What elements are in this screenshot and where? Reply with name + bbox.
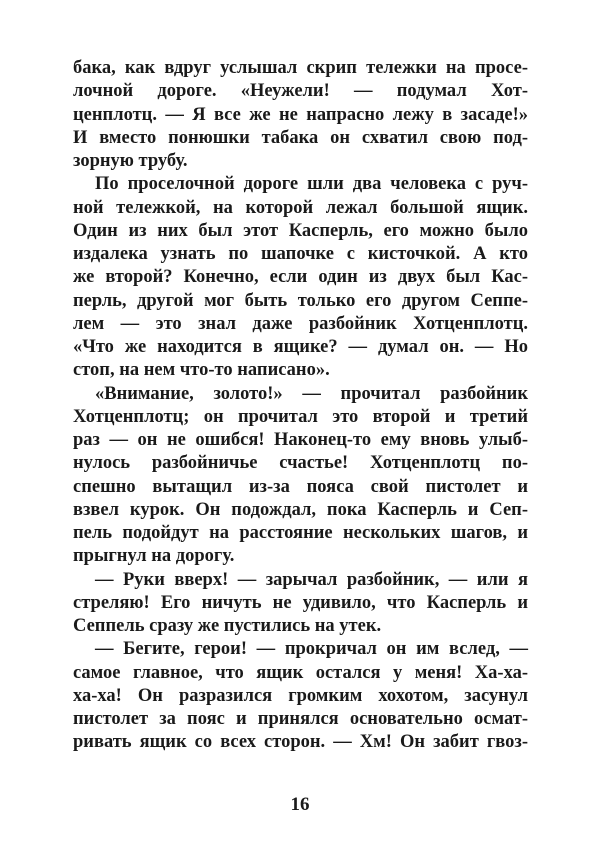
text-line: пель подойдут на расстояние нескольких шагов, и xyxy=(73,523,528,543)
text-line: ной тележкой, на которой лежал большой ящик. xyxy=(73,197,528,218)
text-line: бака, как вдруг услышал скрип тележки на просе- xyxy=(73,58,528,78)
text-line: «Внимание, золото!» — прочитал разбойник xyxy=(95,383,528,404)
text-line: ха-ха! Он разразился громким хохотом, засунул xyxy=(73,685,528,706)
text-line: стоп, на нем что-то написано». xyxy=(73,360,330,381)
text-line: Один из них был этот Касперль, его можно было xyxy=(73,220,528,241)
text-line: прыгнул на дорогу. xyxy=(73,546,235,567)
page-number: 16 xyxy=(290,794,310,815)
text-line: пистолет за пояс и принялся основательно осмат- xyxy=(73,709,528,729)
text-line: — Бегите, герои! — прокричал он им вслед, — xyxy=(95,639,528,660)
text-line: нулось разбойничье счастье! Хотценплотц по- xyxy=(73,453,528,474)
text-line: самое главное, что ящик остался у меня! Ха-ха- xyxy=(73,662,528,683)
text-line: раз — он не ошибся! Наконец-то ему вновь улыб- xyxy=(73,430,528,450)
text-line: зорную трубу. xyxy=(73,151,188,171)
text-line: «Что же находится в ящике? — думал он. — Но xyxy=(73,337,528,357)
text-line: ценплотц. — Я все же не напрасно лежу в засаде!» xyxy=(73,104,528,125)
text-line: Сеппель сразу же пустились на утек. xyxy=(73,616,382,636)
text-line: И вместо понюшки табака он схватил свою под- xyxy=(73,127,528,148)
text-line: издалека узнать по шапочке с кисточкой. А кто xyxy=(73,244,528,264)
body-text xyxy=(73,57,528,755)
text-line: лем — это знал даже разбойник Хотценплотц. xyxy=(73,313,528,334)
text-line: лочной дороге. «Неужели! — подумал Хот- xyxy=(73,81,528,102)
text-line: перль, другой мог быть только его другом Сеппе- xyxy=(73,290,528,311)
text-line: По проселочной дороге шли два человека с руч- xyxy=(95,174,528,195)
text-line: Хотценплотц; он прочитал это второй и третий xyxy=(73,406,528,427)
text-line: стреляю! Его ничуть не удивило, что Касперль и xyxy=(73,592,528,613)
text-line: же второй? Конечно, если один из двух был Кас- xyxy=(73,267,528,288)
text-line: ривать ящик со всех сторон. — Хм! Он забит гвоз- xyxy=(73,732,528,753)
text-line: спешно вытащил из-за пояса свой пистолет и xyxy=(73,476,528,497)
text-line: взвел курок. Он подождал, пока Касперль и Сеп- xyxy=(73,499,528,520)
text-line: — Руки вверх! — зарычал разбойник, — или я xyxy=(95,569,528,590)
